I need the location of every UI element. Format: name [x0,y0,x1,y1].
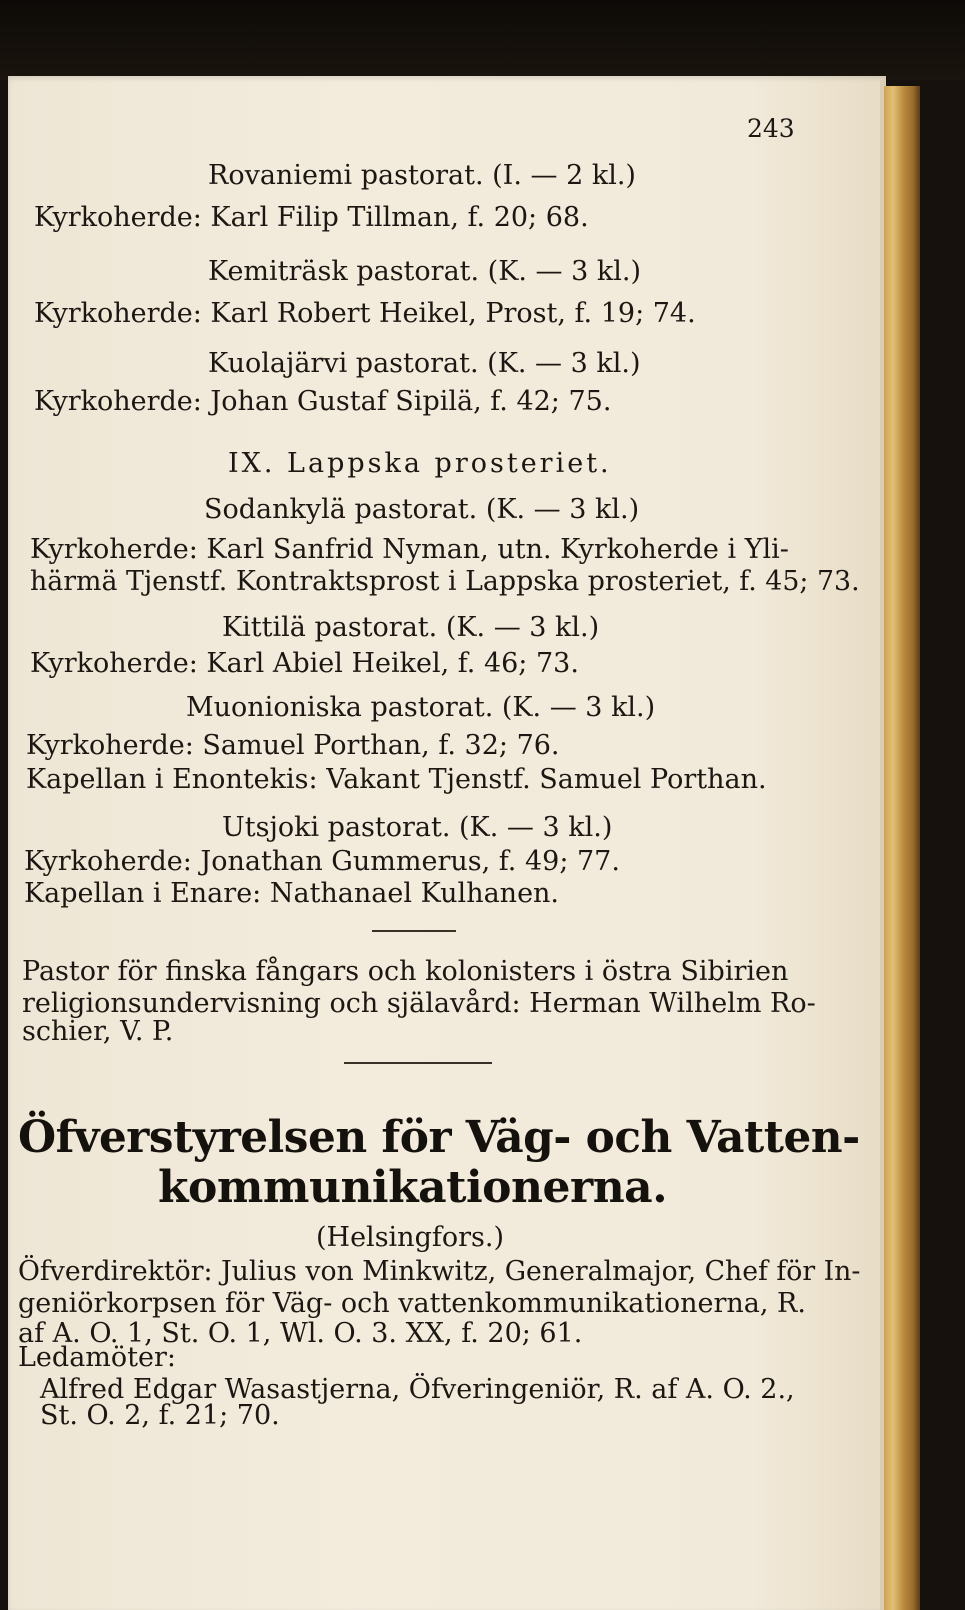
entry-line: Alfred Edgar Wasastjerna, Öfveringeniör, R. af A. O. 2., [40,1374,795,1405]
section-divider [344,1062,492,1064]
section-title: Öfverstyrelsen för Väg- och Vatten- [18,1112,860,1163]
entry-line: Kapellan i Enontekis: Vakant Tjenstf. Samuel Porthan. [26,764,767,795]
scan-top-border [0,0,965,80]
entry-line: geniörkorpsen för Väg- och vattenkommunikationerna, R. [18,1288,806,1319]
parish-heading: Kemiträsk pastorat. (K. — 3 kl.) [208,256,642,287]
entry-line: Kyrkoherde: Karl Sanfrid Nyman, utn. Kyrkoherde i Yli- [30,534,789,565]
parish-heading: Utsjoki pastorat. (K. — 3 kl.) [222,812,613,843]
page-number: 243 [747,114,795,143]
entry-line: Kyrkoherde: Jonathan Gummerus, f. 49; 77. [24,846,620,877]
members-label: Ledamöter: [18,1342,176,1373]
entry-line: af A. O. 1, St. O. 1, Wl. O. 3. XX, f. 20; 61. [18,1318,583,1349]
entry-line: Öfverdirektör: Julius von Minkwitz, Generalmajor, Chef för In- [18,1256,861,1287]
entry-line: Kyrkoherde: Samuel Porthan, f. 32; 76. [26,730,560,761]
gilded-page-edge [884,86,920,1610]
entry-line: Kyrkoherde: Johan Gustaf Sipilä, f. 42; 75. [34,386,612,417]
entry-line: Kyrkoherde: Karl Abiel Heikel, f. 46; 73. [30,648,579,679]
entry-line: schier, V. P. [22,1016,174,1047]
entry-line: St. O. 2, f. 21; 70. [40,1400,280,1431]
deanery-heading: IX. Lappska prosteriet. [228,448,612,479]
entry-line: Kyrkoherde: Karl Filip Tillman, f. 20; 68. [34,202,589,233]
parish-heading: Kuolajärvi pastorat. (K. — 3 kl.) [208,348,641,379]
location-note: (Helsingfors.) [316,1222,504,1253]
entry-line: Pastor för finska fångars och kolonisters i östra Sibirien [22,956,789,987]
parish-heading: Kittilä pastorat. (K. — 3 kl.) [222,612,600,643]
parish-heading: Sodankylä pastorat. (K. — 3 kl.) [204,494,640,525]
parish-heading: Muonioniska pastorat. (K. — 3 kl.) [186,692,656,723]
section-title-continued: kommunikationerna. [158,1162,668,1213]
entry-line: härmä Tjenstf. Kontraktsprost i Lappska prosteriet, f. 45; 73. [30,566,860,597]
entry-line: religionsundervisning och själavård: Herman Wilhelm Ro- [22,988,816,1019]
entry-line: Kyrkoherde: Karl Robert Heikel, Prost, f. 19; 74. [34,298,696,329]
parish-heading: Rovaniemi pastorat. (I. — 2 kl.) [208,160,636,191]
entry-line: Kapellan i Enare: Nathanael Kulhanen. [24,878,560,909]
short-divider [372,930,456,932]
